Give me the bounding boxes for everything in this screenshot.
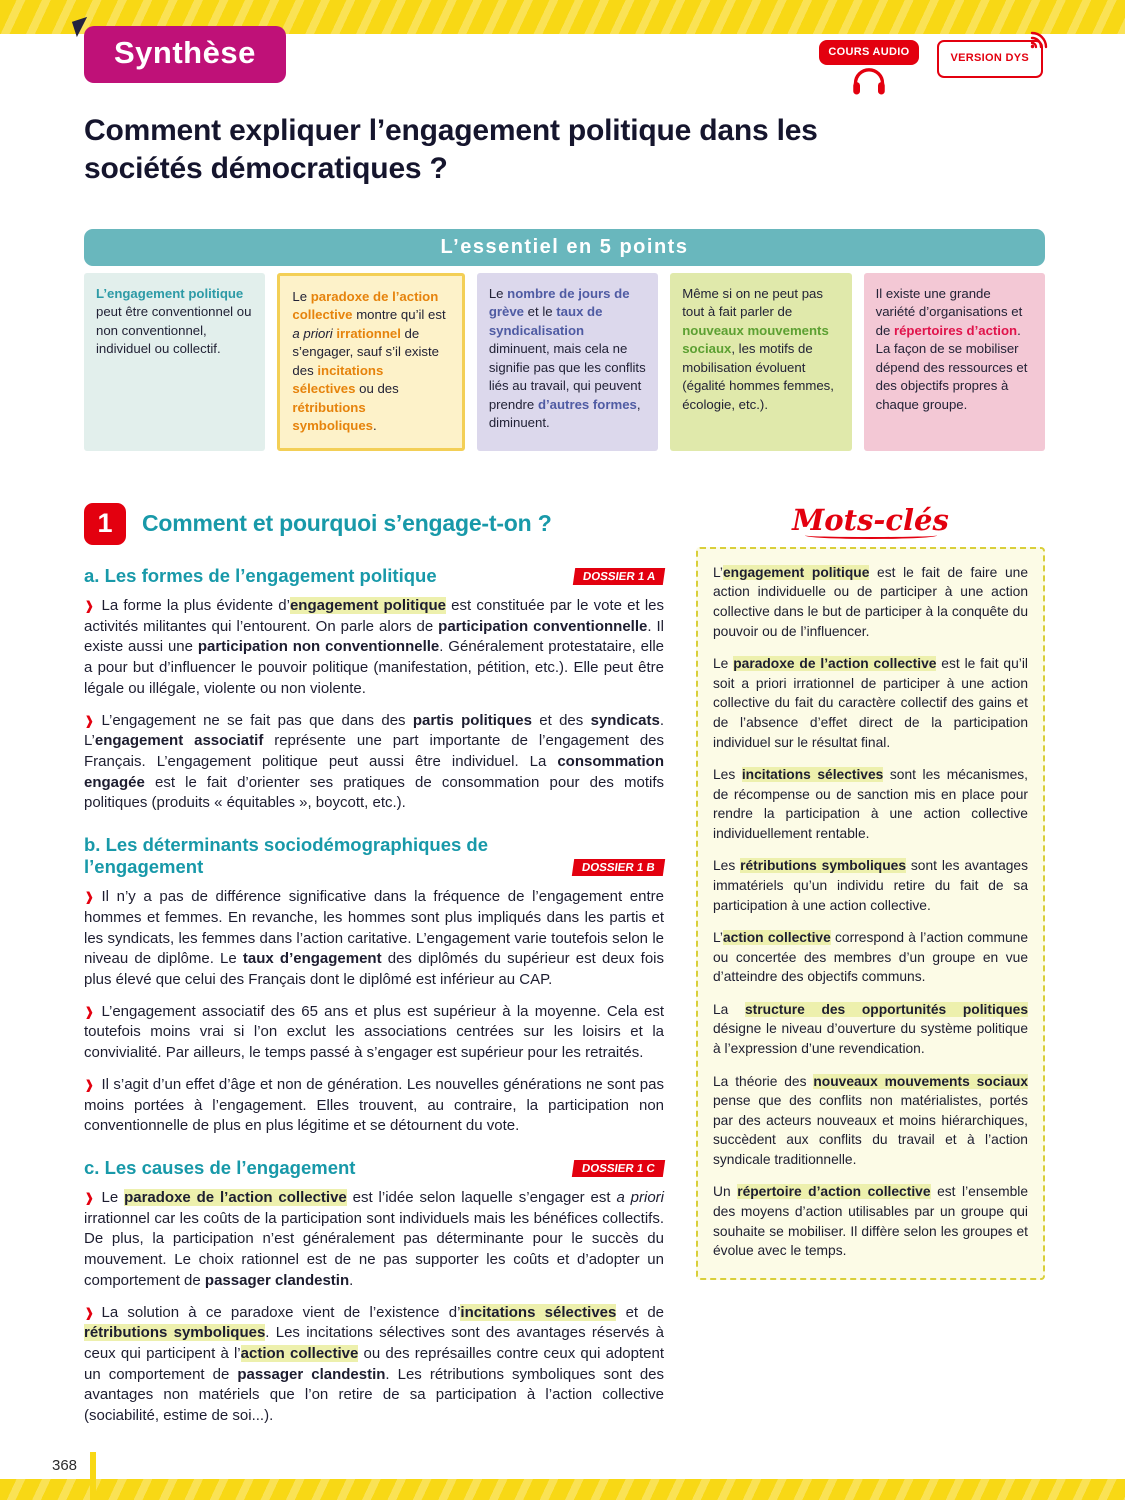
- paragraph-text: L’engagement associatif des 65 ans et plus est supérieur à la moyenne. Cela est toutefois moins vrai si l’on exclut les associations centrées sur les loisirs et la convivialité. Par ailleurs, le temps passé à s’engager est supérieur pour les retraités.: [84, 1002, 664, 1062]
- page-type-badge: [84, 26, 286, 83]
- essentials-boxes: [84, 273, 1045, 451]
- essential-box-text: Même si on ne peut pas tout à fait parler de nouveaux mouvements sociaux, les motifs de mobilisation évoluent (égalité hommes femmes, écologie, etc.).: [682, 286, 834, 412]
- keyword-entry: Les rétributions symboliques sont les avantages immatériels qu’un individu retire du fait de sa participation à une action collective.: [713, 858, 1029, 913]
- headphones-icon: [851, 66, 887, 96]
- section-title: Comment et pourquoi s’engage-t-on ?: [142, 510, 552, 537]
- footer-accent-bar: [90, 1452, 96, 1500]
- main-column: [84, 503, 664, 1438]
- essential-box-text: L’engagement politique peut être conventionnel ou non conventionnel, individuel ou collectif.: [96, 286, 252, 357]
- audio-waves-icon: [1029, 26, 1053, 50]
- bullet-icon: ❱: [84, 1191, 95, 1206]
- essentials-banner: L’essentiel en 5 points: [84, 229, 1045, 266]
- keyword-entry: Les incitations sélectives sont les mécanismes, de récompense ou de sanction mis en place pour rendre la participation à une action collective individuellement rentable.: [713, 767, 1028, 841]
- essential-box-text: Le nombre de jours de grève et le taux de syndicalisation diminuent, mais cela ne signifie pas que les conflits liés au travail, qui peuvent prendre d’autres formes, diminuent.: [488, 286, 646, 431]
- bullet-icon: ❱: [84, 1004, 95, 1019]
- version-dys-badge[interactable]: [937, 40, 1044, 78]
- paragraph: [84, 711, 664, 814]
- essential-box-text: Le paradoxe de l’action collective montre qu’il est a priori irrationnel de s’engager, sauf s’il existe des incitations sélectives ou des rétributions symboliques.: [292, 289, 446, 434]
- essential-box-3: [477, 273, 658, 451]
- essential-box-1: [84, 273, 265, 451]
- essential-box-text: Il existe une grande variété d’organisations et de répertoires d’action. La façon de se mobiliser dépend des ressources et des objectifs propres à chaque groupe.: [875, 286, 1028, 412]
- essential-box-5: [864, 273, 1045, 451]
- paragraph: [84, 1002, 664, 1064]
- subsection-a-heading: a. Les formes de l’engagement politique: [84, 564, 437, 586]
- keywords-box: [696, 547, 1045, 1280]
- paragraph-text: La forme la plus évidente d’engagement politique est constituée par le vote et les activités militantes qui l’entourent. On parle alors de participation conventionnelle. Il existe aussi une participation non conventionnelle. Généralement protestataire, elle a pour but d’influencer le pouvoir politique (manifestation, pétition, etc.). Elle peut être légale ou illégale, violente ou non violente.: [84, 597, 665, 697]
- paragraph-text: Le paradoxe de l’action collective est l’idée selon laquelle s’engager est a priori irrationnel car les coûts de la participation sont individuels mais les bénéfices collectifs. De plus, la participation n’est généralement pas déterminante pour le succès du mouvement. Le choix rationnel est de ne pas supporter les coûts et d’adopter un comportement de passager clandestin.: [84, 1189, 664, 1289]
- section-number-badge: 1: [84, 503, 126, 545]
- subsection-c-heading: c. Les causes de l’engagement: [84, 1156, 356, 1178]
- dossier-badge-1a[interactable]: DOSSIER 1 A: [572, 568, 665, 585]
- paragraph-text: Il n’y a pas de différence significative dans la fréquence de l’engagement entre hommes et femmes. En revanche, les hommes sont plus impliqués dans les partis et les syndicats, les femmes dans l’action caritative. L’engagement varie toutefois selon le niveau de diplôme. Le taux d’engagement des diplômés du supérieur est deux fois plus élevé que celui des Français dont le diplômé est inférieur au CAP.: [84, 888, 665, 989]
- keyword-entry: Un répertoire d’action collective est l’ensemble des moyens d’action utilisables par un groupe qui souhaite se mobiliser. Il diffère selon les groupes et évolue avec le temps.: [713, 1184, 1028, 1259]
- keywords-title: Mots-clés: [792, 502, 949, 537]
- dossier-badge-1b[interactable]: DOSSIER 1 B: [572, 859, 665, 876]
- version-dys-label: VERSION DYS: [950, 52, 1029, 64]
- bullet-icon: ❱: [84, 890, 95, 905]
- cours-audio-badge[interactable]: [819, 40, 918, 96]
- paragraph: [84, 1075, 664, 1137]
- keyword-entry: La théorie des nouveaux mouvements sociaux pense que des conflits non matérialistes, portés par des acteurs nouveaux et moins hiérarchiques, succèdent aux conflits du travail et à l’action syndicale traditionnelle.: [713, 1073, 1028, 1167]
- essential-box-4: [670, 273, 851, 451]
- page-title: Comment expliquer l’engagement politique dans les sociétés démocratiques ?: [84, 114, 818, 185]
- keywords-sidebar: [696, 503, 1045, 1438]
- subsection-b-header: [84, 834, 664, 878]
- header-badges: [819, 40, 1043, 96]
- keyword-entry: L’engagement politique est le fait de faire une action individuelle ou de participer à une action collective dans le but de participer à la conquête du pouvoir ou de l’influencer.: [713, 564, 1028, 639]
- bullet-icon: ❱: [84, 713, 95, 728]
- subsection-a-header: [84, 565, 664, 587]
- bottom-banner: [0, 1479, 1125, 1500]
- bullet-icon: ❱: [84, 599, 95, 614]
- paragraph-text: La solution à ce paradoxe vient de l’existence d’incitations sélectives et de rétributions symboliques. Les incitations sélectives sont des avantages réservés à ceux qui participent à l’action collective ou des représailles contre ceux qui adoptent un comportement de passager clandestin. Les rétributions symboliques sont des avantages non matériels que l’on retire de sa participation à l’action collective (sociabilité, estime de soi...).: [84, 1303, 665, 1424]
- main-columns: [84, 503, 1045, 1438]
- dossier-badge-1c[interactable]: DOSSIER 1 C: [572, 1160, 665, 1177]
- paragraph: [84, 596, 664, 699]
- subsection-c-header: [84, 1157, 664, 1179]
- paragraph-text: Il s’agit d’un effet d’âge et non de génération. Les nouvelles générations ne sont pas moins portées à l’engagement. Elles trouvent, au contraire, la participation non conventionnelle de plus en plus légitime et se détournent du vote.: [84, 1075, 664, 1135]
- subsection-b-heading: b. Les déterminants sociodémographiques de l’engagement: [84, 833, 489, 878]
- page-number: 368: [52, 1457, 78, 1474]
- keyword-entry: La structure des opportunités politiques désigne le niveau d’ouverture du système politique à l’expression d’une revendication.: [713, 1001, 1028, 1057]
- keyword-entry: Le paradoxe de l’action collective est le fait qu’il soit a priori irrationnel de participer à une action collective du fait du caractère collectif des gains et de l’absence d’effet direct de la participation individuel sur le résultat final.: [713, 656, 1028, 750]
- cours-audio-label: COURS AUDIO: [819, 40, 918, 65]
- synthese-label: Synthèse: [114, 35, 256, 70]
- section-header: [84, 503, 664, 545]
- paragraph: [84, 887, 664, 990]
- paragraph: [84, 1188, 664, 1291]
- keyword-entry: L’action collective correspond à l’action commune ou concertée des membres d’un groupe en vue d’atteindre des objectifs communs.: [713, 930, 1028, 985]
- essential-box-2: [277, 273, 464, 451]
- paragraph: [84, 1303, 664, 1427]
- bullet-icon: ❱: [84, 1077, 95, 1092]
- paragraph-text: L’engagement ne se fait pas que dans des partis politiques et des syndicats. L’engagement associatif représente une part importante de l’engagement des Français. L’engagement politique peut aussi être individuel. La consommation engagée est le fait d’orienter ses pratiques de consommation pour des motifs politiques (produits « équitables », boycott, etc.).: [84, 711, 665, 812]
- bullet-icon: ❱: [84, 1305, 95, 1320]
- essentials-section: [84, 229, 1045, 451]
